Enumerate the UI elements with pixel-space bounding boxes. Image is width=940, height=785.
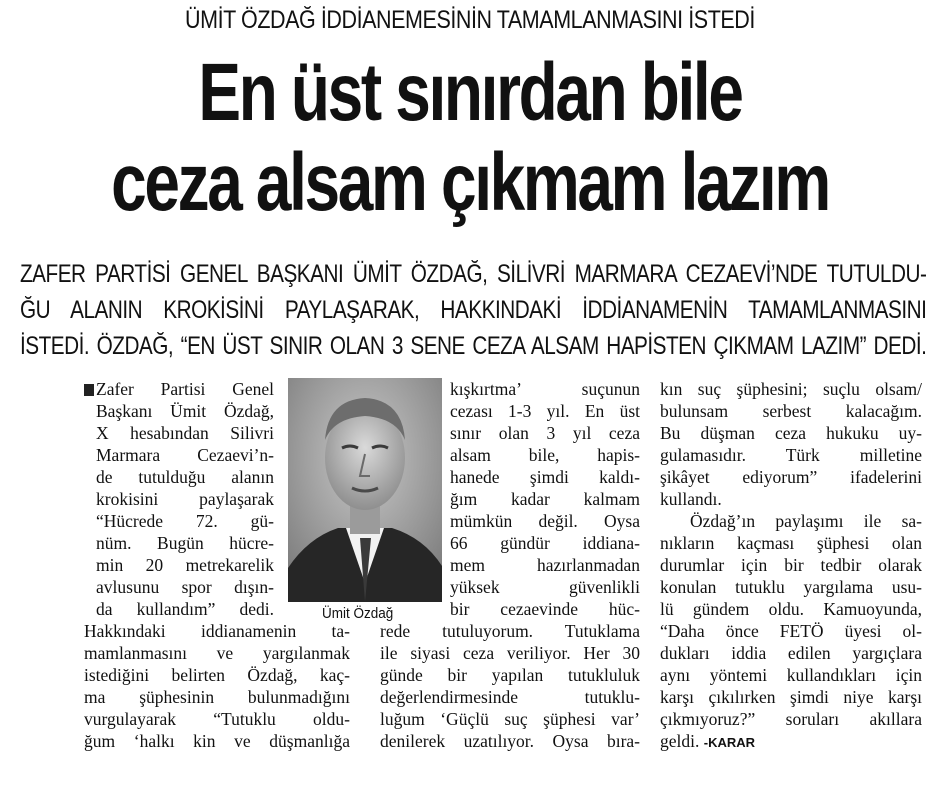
text-line: gulamasıdır. Türk milletine (660, 445, 922, 465)
headline-line-1: En üst sınırdan bile (198, 47, 742, 138)
text-line: lü gündem oldu. Kamuoyunda, (660, 599, 922, 619)
spot-line-2: ĞU ALANIN KROKİSİNİ PAYLAŞARAK, HAKKINDAKİ İDDİANAMENİN TAMAMLANMASINI (20, 296, 927, 324)
text-line: ile siyasi ceza veriliyor. Her 30 (380, 643, 640, 663)
source-signature: -KARAR (703, 735, 756, 750)
text-line: krokisini paylaşarak (96, 489, 274, 509)
text-line: Hakkındaki iddianamenin ta- (84, 621, 350, 641)
closing-text: geldi. (660, 731, 700, 751)
text-line: bir cezaevinde hüc- (450, 599, 640, 619)
text-line: değerlendirmesinde tutuklu- (380, 687, 640, 707)
column-2-bottom (380, 620, 640, 752)
text-line: de tutulduğu alanın (96, 467, 274, 487)
text-line: Özdağ’ın paylaşımı ile sa- (690, 511, 922, 531)
text-line: nüm. Bugün hücre- (96, 533, 274, 553)
text-line: mamlanmasını ve yargılanmak (84, 643, 350, 663)
photo-caption: Ümit Özdağ (322, 605, 394, 622)
text-line: alsam bile, hapis- (450, 445, 640, 465)
column-2-top (450, 378, 640, 620)
portrait-illustration (288, 378, 442, 602)
text-line: 66 gündür iddiana- (450, 533, 640, 553)
kicker: ÜMİT ÖZDAĞ İDDİANEMESİNİN TAMAMLANMASINI İSTEDİ (185, 6, 755, 34)
text-line: min 20 metrekarelik (96, 555, 274, 575)
text-line: ğım kadar kalmam (450, 489, 640, 509)
text-line: aynı yöntemi kullandıkları için (660, 665, 922, 685)
text-line: da kullandım” dedi. (96, 599, 274, 619)
text-line: Zafer Partisi Genel (96, 379, 274, 399)
column-1-top (96, 378, 274, 620)
portrait-photo (288, 378, 442, 602)
text-line: cezası 1-3 yıl. En üst (450, 401, 640, 421)
text-line: luğum ‘Güçlü suç şüphesi var’ (380, 709, 640, 729)
text-line: kın suç şüphesini; suçlu olsam/ (660, 379, 922, 399)
text-line: nıkların kaçması şüphesi olan (660, 533, 922, 553)
text-line (660, 730, 922, 752)
text-line: denilerek uzatılıyor. Oysa bıra- (380, 731, 640, 751)
text-line: vurgulayarak “Tutuklu oldu- (84, 709, 350, 729)
headline-line-2: ceza alsam çıkmam lazım (111, 137, 829, 228)
text-line: ma şüphesinin bulunmadığını (84, 687, 350, 707)
text-line: konulan tutuklu yargılama usu- (660, 577, 922, 597)
text-line: sınır olan 3 yıl ceza (450, 423, 640, 443)
text-line: ğum ‘halkı kin ve düşmanlığa (84, 731, 350, 751)
text-line: avlusunu spor dışın- (96, 577, 274, 597)
text-line: kullandı. (660, 489, 722, 509)
text-line: X hesabından Silivri (96, 423, 274, 443)
text-line: karşı çıkılırken şimdi niye karşı (660, 687, 922, 707)
text-line: Marmara Cezaevi’n- (96, 445, 274, 465)
text-line: “Daha önce FETÖ üyesi ol- (660, 621, 922, 641)
text-line: yüksek güvenlikli (450, 577, 640, 597)
column-3 (660, 378, 922, 752)
spot-line-3: İSTEDİ. ÖZDAĞ, “EN ÜST SINIR OLAN 3 SENE CEZA ALSAM HAPİSTEN ÇIKMAM LAZIM” DEDİ. (20, 332, 927, 360)
text-line: dukları iddia edilen yargıçlara (660, 643, 922, 663)
spot-line-1: ZAFER PARTİSİ GENEL BAŞKANI ÜMİT ÖZDAĞ, SİLİVRİ MARMARA CEZAEVİ’NDE TUTULDU- (20, 260, 927, 288)
text-line: bulunsam serbest kalacağım. (660, 401, 922, 421)
text-line: kışkırtma’ suçunun (450, 379, 640, 399)
text-line: mem hazırlanmadan (450, 555, 640, 575)
text-line: istediğini belirten Özdağ, kaç- (84, 665, 350, 685)
text-line: rede tutuluyorum. Tutuklama (380, 621, 640, 641)
text-line: çıkmıyoruz?” soruları akıllara (660, 709, 922, 729)
paragraph-bullet-icon (84, 384, 94, 396)
text-line: şikâyet ediyorum” ifadelerini (660, 467, 922, 487)
text-line: durumlar için bir tedbir olarak (660, 555, 922, 575)
text-line: Başkanı Ümit Özdağ, (96, 401, 274, 421)
text-line: günde bir yapılan tutukluluk (380, 665, 640, 685)
text-line: hanede şimdi kaldı- (450, 467, 640, 487)
text-line: Bu düşman ceza hukuku uy- (660, 423, 922, 443)
text-line: “Hücrede 72. gü- (96, 511, 274, 531)
column-1-bottom (84, 620, 350, 752)
text-line: mümkün değil. Oysa (450, 511, 640, 531)
